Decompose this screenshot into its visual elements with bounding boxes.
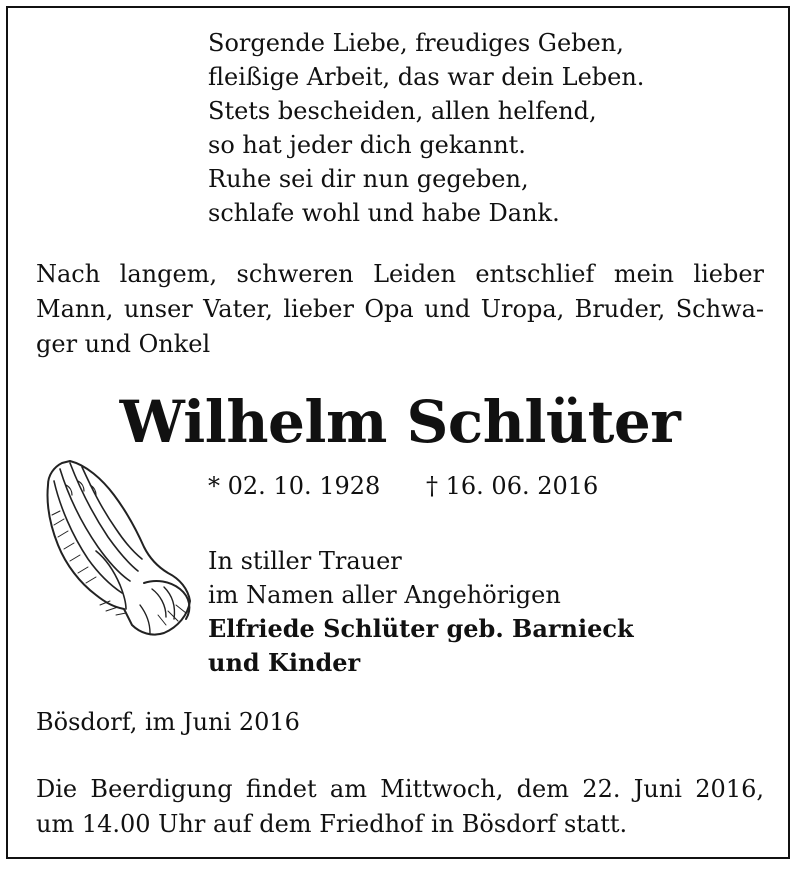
poem-line: schlafe wohl und habe Dank. <box>208 199 560 227</box>
mourners-block <box>208 544 634 680</box>
poem-line: Sorgende Liebe, freudiges Geben, <box>208 29 624 57</box>
announcement-line: ger und Onkel <box>36 330 211 358</box>
poem-line: so hat jeder dich gekannt. <box>208 131 526 159</box>
mourners-name: Elfriede Schlüter geb. Barnieck <box>208 614 634 643</box>
memorial-poem <box>208 26 644 230</box>
birth-date: * 02. 10. 1928 <box>208 472 381 500</box>
poem-line: Ruhe sei dir nun gegeben, <box>208 165 529 193</box>
mourners-line: In stiller Trauer <box>208 547 402 575</box>
funeral-line: Die Beerdigung findet am Mittwoch, dem 22. Juni 2016, <box>36 775 764 803</box>
death-date: † 16. 06. 2016 <box>426 472 599 500</box>
announcement-line: Nach langem, schweren Leiden entschlief mein lieber <box>36 260 764 288</box>
poem-line: fleißige Arbeit, das war dein Leben. <box>208 63 645 91</box>
poem-line: Stets bescheiden, allen helfend, <box>208 97 597 125</box>
death-announcement-text <box>36 257 764 362</box>
place-and-date: Bösdorf, im Juni 2016 <box>36 708 300 736</box>
funeral-info <box>36 772 764 842</box>
mourners-name: und Kinder <box>208 648 361 677</box>
mourners-line: im Namen aller Angehörigen <box>208 581 561 609</box>
deceased-name: Wilhelm Schlüter <box>119 388 681 456</box>
praying-hands-icon <box>40 455 196 643</box>
funeral-line: um 14.00 Uhr auf dem Friedhof in Bösdorf statt. <box>36 810 628 838</box>
announcement-line: Mann, unser Vater, lieber Opa und Uropa, Bruder, Schwa- <box>36 295 764 323</box>
